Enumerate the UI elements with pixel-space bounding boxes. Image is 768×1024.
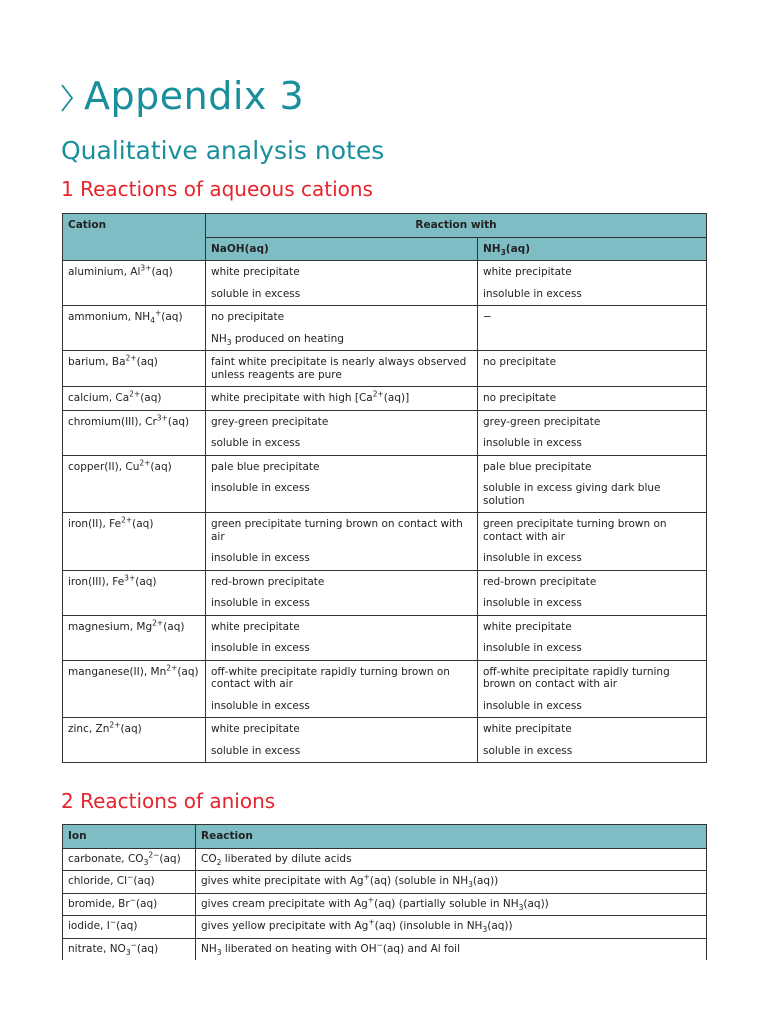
nh3-reaction-cell bbox=[478, 351, 707, 387]
naoh-reaction-cell bbox=[206, 660, 478, 718]
anion-reaction-cell: gives cream precipitate with Ag+(aq) (partially soluble in $NH_3(aq)$) bbox=[196, 893, 707, 916]
nh3-reaction-text: no precipitate bbox=[483, 356, 557, 368]
nh3-reaction-text: insoluble in excess bbox=[483, 552, 582, 564]
nh3-reaction-text: white precipitate bbox=[483, 620, 572, 633]
table-row bbox=[63, 351, 707, 387]
naoh-reaction-text: white precipitate with high $[Ca^{2+}(aq)]$ bbox=[211, 389, 410, 404]
table-row bbox=[63, 848, 707, 871]
naoh-reaction-text: white precipitate bbox=[211, 620, 300, 633]
nh3-reaction-cell bbox=[478, 387, 707, 411]
header-naoh: NaOH(aq) bbox=[206, 237, 478, 261]
header-ion: Ion bbox=[63, 825, 196, 849]
page-title: Appendix 3 bbox=[84, 74, 305, 118]
naoh-reaction-text: faint white precipitate is nearly always observed unless reagents are pure bbox=[211, 356, 467, 381]
nh3-reaction-text: green precipitate turning brown on contact with air bbox=[483, 518, 667, 543]
naoh-reaction-text: insoluble in excess bbox=[211, 552, 310, 564]
appendix-header bbox=[60, 74, 304, 118]
section-heading-anions: 2 Reactions of anions bbox=[61, 789, 276, 813]
nh3-reaction-text: insoluble in excess bbox=[483, 287, 582, 300]
nh3-reaction-text: grey-green precipitate bbox=[483, 415, 601, 428]
naoh-reaction-text: white precipitate bbox=[211, 266, 300, 278]
cation-cell: barium, $Ba^{2+}(aq)$ bbox=[63, 351, 206, 387]
naoh-reaction-text: no precipitate bbox=[211, 311, 285, 323]
naoh-reaction-text: insoluble in excess bbox=[211, 482, 310, 494]
naoh-reaction-text: soluble in excess bbox=[211, 437, 301, 449]
ion-cell: bromide, Br−(aq) bbox=[63, 893, 196, 916]
table-row bbox=[63, 916, 707, 939]
naoh-reaction-text: off-white precipitate rapidly turning brown on contact with air bbox=[211, 665, 450, 690]
naoh-reaction-text: insoluble in excess bbox=[211, 699, 310, 712]
nh3-reaction-text: white precipitate bbox=[483, 723, 572, 735]
cation-cell: ammonium, $NH_4^+(aq)$ bbox=[63, 306, 206, 351]
nh3-reaction-text: off-white precipitate rapidly turning brown on contact with air bbox=[483, 665, 670, 690]
header-reaction-with: Reaction with bbox=[206, 214, 707, 238]
cation-cell: manganese(II), $Mn^{2+}(aq)$ bbox=[63, 660, 206, 718]
nh3-reaction-cell bbox=[478, 718, 707, 763]
nh3-reaction-cell bbox=[478, 615, 707, 660]
naoh-reaction-text: soluble in excess bbox=[211, 287, 301, 300]
ion-cell: nitrate, $NO_3^-(aq)$ bbox=[63, 938, 196, 960]
nh3-reaction-cell bbox=[478, 455, 707, 513]
naoh-reaction-cell bbox=[206, 306, 478, 351]
table-row bbox=[63, 410, 707, 455]
naoh-reaction-text: insoluble in excess bbox=[211, 597, 310, 609]
nh3-reaction-text: pale blue precipitate bbox=[483, 460, 592, 473]
nh3-reaction-cell bbox=[478, 261, 707, 306]
table-row bbox=[63, 570, 707, 615]
chevron-right-icon bbox=[60, 83, 74, 113]
naoh-reaction-cell bbox=[206, 387, 478, 411]
cations-table-body bbox=[63, 261, 707, 763]
cation-cell: chromium(III), $Cr^{3+}(aq)$ bbox=[63, 410, 206, 455]
naoh-reaction-cell bbox=[206, 410, 478, 455]
table-row bbox=[63, 513, 707, 571]
naoh-reaction-text: grey-green precipitate bbox=[211, 415, 329, 428]
table-row bbox=[63, 660, 707, 718]
cation-cell: iron(II), $Fe^{2+}(aq)$ bbox=[63, 513, 206, 571]
cation-cell: iron(III), $Fe^{3+}(aq)$ bbox=[63, 570, 206, 615]
ion-cell: iodide, I−(aq) bbox=[63, 916, 196, 939]
table-row bbox=[63, 718, 707, 763]
table-row bbox=[63, 387, 707, 411]
section-heading-cations: 1 Reactions of aqueous cations bbox=[61, 177, 373, 201]
nh3-reaction-text: soluble in excess giving dark blue solution bbox=[483, 482, 661, 507]
nh3-reaction-text: insoluble in excess bbox=[483, 437, 582, 449]
ion-cell: carbonate, $CO_3^{2-}(aq)$ bbox=[63, 848, 196, 871]
table-row bbox=[63, 615, 707, 660]
naoh-reaction-text: pale blue precipitate bbox=[211, 460, 320, 473]
nh3-reaction-cell bbox=[478, 660, 707, 718]
table-row bbox=[63, 938, 707, 960]
cation-cell: calcium, $Ca^{2+}(aq)$ bbox=[63, 387, 206, 411]
table-row bbox=[63, 893, 707, 916]
nh3-reaction-cell bbox=[478, 410, 707, 455]
cations-table bbox=[62, 213, 707, 763]
naoh-reaction-cell bbox=[206, 351, 478, 387]
anion-reaction-cell: gives white precipitate with Ag+(aq) (soluble in $NH_3(aq)$) bbox=[196, 871, 707, 894]
table-row bbox=[63, 306, 707, 351]
naoh-reaction-cell bbox=[206, 570, 478, 615]
naoh-reaction-cell bbox=[206, 455, 478, 513]
header-cation: Cation bbox=[63, 214, 206, 261]
nh3-reaction-text: insoluble in excess bbox=[483, 597, 582, 609]
naoh-reaction-text: white precipitate bbox=[211, 723, 300, 735]
naoh-reaction-cell bbox=[206, 615, 478, 660]
naoh-reaction-cell bbox=[206, 718, 478, 763]
anions-table bbox=[62, 824, 707, 960]
page-subtitle: Qualitative analysis notes bbox=[61, 136, 385, 165]
anion-reaction-cell: gives yellow precipitate with Ag+(aq) (insoluble in $NH_3(aq)$) bbox=[196, 916, 707, 939]
naoh-reaction-text: soluble in excess bbox=[211, 744, 301, 757]
header-reaction: Reaction bbox=[196, 825, 707, 849]
header-nh3: $NH_3(aq)$ bbox=[478, 237, 707, 261]
anion-reaction-cell: $NH_3$ liberated on heating with OH−(aq) and Al foil bbox=[196, 938, 707, 960]
nh3-reaction-text: red-brown precipitate bbox=[483, 575, 597, 588]
ion-cell: chloride, Cl−(aq) bbox=[63, 871, 196, 894]
cation-cell: magnesium, $Mg^{2+}(aq)$ bbox=[63, 615, 206, 660]
naoh-reaction-text: insoluble in excess bbox=[211, 642, 310, 654]
cation-cell: aluminium, $Al^{3+}(aq)$ bbox=[63, 261, 206, 306]
nh3-reaction-text: soluble in excess bbox=[483, 744, 573, 757]
nh3-reaction-text: insoluble in excess bbox=[483, 699, 582, 712]
naoh-reaction-text: red-brown precipitate bbox=[211, 575, 325, 588]
anions-table-body bbox=[63, 848, 707, 960]
nh3-reaction-cell bbox=[478, 306, 707, 351]
nh3-reaction-text: no precipitate bbox=[483, 392, 557, 404]
nh3-reaction-cell bbox=[478, 513, 707, 571]
naoh-reaction-text: $NH_3$ produced on heating bbox=[211, 332, 344, 347]
nh3-reaction-text: − bbox=[483, 311, 492, 323]
table-row bbox=[63, 261, 707, 306]
nh3-reaction-cell bbox=[478, 570, 707, 615]
table-row bbox=[63, 455, 707, 513]
table-row bbox=[63, 871, 707, 894]
naoh-reaction-cell bbox=[206, 261, 478, 306]
nh3-reaction-text: white precipitate bbox=[483, 266, 572, 278]
naoh-reaction-text: green precipitate turning brown on contact with air bbox=[211, 518, 463, 543]
anion-reaction-cell: $CO_2$ liberated by dilute acids bbox=[196, 848, 707, 871]
cation-cell: zinc, $Zn^{2+}(aq)$ bbox=[63, 718, 206, 763]
cation-cell: copper(II), $Cu^{2+}(aq)$ bbox=[63, 455, 206, 513]
nh3-reaction-text: insoluble in excess bbox=[483, 642, 582, 654]
naoh-reaction-cell bbox=[206, 513, 478, 571]
